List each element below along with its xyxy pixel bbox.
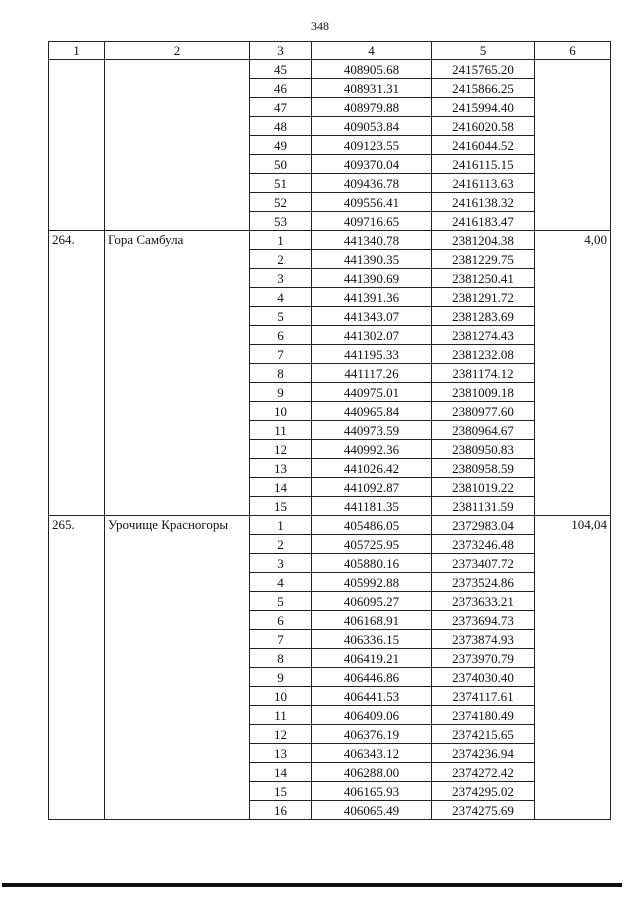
- coordinate-x: 406336.15: [312, 630, 432, 649]
- coordinate-y: 2372983.04: [432, 516, 535, 535]
- point-number: 45: [250, 60, 312, 79]
- coordinate-x: 440965.84: [312, 402, 432, 421]
- header-col-4: 4: [312, 42, 432, 60]
- point-number: 16: [250, 801, 312, 820]
- coordinate-x: 406065.49: [312, 801, 432, 820]
- point-number: 49: [250, 136, 312, 155]
- point-number: 47: [250, 98, 312, 117]
- coordinate-x: 441026.42: [312, 459, 432, 478]
- object-area: [535, 60, 611, 231]
- coordinate-y: 2416020.58: [432, 117, 535, 136]
- point-number: 9: [250, 668, 312, 687]
- point-number: 4: [250, 573, 312, 592]
- coordinate-y: 2374180.49: [432, 706, 535, 725]
- coordinate-x: 409123.55: [312, 136, 432, 155]
- point-number: 51: [250, 174, 312, 193]
- object-area: 104,04: [535, 516, 611, 820]
- coordinate-y: 2381019.22: [432, 478, 535, 497]
- coordinate-y: 2373874.93: [432, 630, 535, 649]
- point-number: 8: [250, 364, 312, 383]
- object-area: 4,00: [535, 231, 611, 516]
- point-number: 53: [250, 212, 312, 231]
- point-number: 52: [250, 193, 312, 212]
- point-number: 12: [250, 440, 312, 459]
- header-col-2: 2: [105, 42, 250, 60]
- point-number: 6: [250, 611, 312, 630]
- point-number: 10: [250, 402, 312, 421]
- point-number: 1: [250, 516, 312, 535]
- coordinate-x: 406376.19: [312, 725, 432, 744]
- coordinate-x: 441340.78: [312, 231, 432, 250]
- point-number: 11: [250, 706, 312, 725]
- object-number: [49, 60, 105, 231]
- point-number: 5: [250, 592, 312, 611]
- object-name: Гора Самбула: [105, 231, 250, 516]
- object-name: [105, 60, 250, 231]
- coordinate-y: 2374236.94: [432, 744, 535, 763]
- coordinate-x: 409370.04: [312, 155, 432, 174]
- point-number: 15: [250, 782, 312, 801]
- table-header: [49, 42, 611, 60]
- coordinate-y: 2381009.18: [432, 383, 535, 402]
- coordinate-y: 2381250.41: [432, 269, 535, 288]
- coordinate-y: 2374272.42: [432, 763, 535, 782]
- object-number: 264.: [49, 231, 105, 516]
- coordinate-x: 408979.88: [312, 98, 432, 117]
- point-number: 14: [250, 763, 312, 782]
- coordinate-y: 2373633.21: [432, 592, 535, 611]
- table-row: [49, 516, 611, 535]
- coordinate-y: 2380964.67: [432, 421, 535, 440]
- point-number: 7: [250, 630, 312, 649]
- coordinate-y: 2416113.63: [432, 174, 535, 193]
- table-row: [49, 60, 611, 79]
- coordinate-y: 2381291.72: [432, 288, 535, 307]
- coordinate-x: 406409.06: [312, 706, 432, 725]
- table-row: [49, 231, 611, 250]
- coordinate-x: 441117.26: [312, 364, 432, 383]
- coordinate-x: 440975.01: [312, 383, 432, 402]
- coordinate-x: 406343.12: [312, 744, 432, 763]
- point-number: 9: [250, 383, 312, 402]
- coordinate-x: 441181.35: [312, 497, 432, 516]
- coordinate-y: 2381274.43: [432, 326, 535, 345]
- point-number: 4: [250, 288, 312, 307]
- object-name: Урочище Красногоры: [105, 516, 250, 820]
- coordinate-x: 409556.41: [312, 193, 432, 212]
- coordinate-x: 440992.36: [312, 440, 432, 459]
- coordinate-x: 409436.78: [312, 174, 432, 193]
- point-number: 2: [250, 250, 312, 269]
- point-number: 8: [250, 649, 312, 668]
- coordinate-x: 441391.36: [312, 288, 432, 307]
- coordinates-table: [48, 41, 611, 820]
- point-number: 12: [250, 725, 312, 744]
- coordinate-x: 405486.05: [312, 516, 432, 535]
- table-body: [49, 60, 611, 820]
- coordinate-y: 2380977.60: [432, 402, 535, 421]
- point-number: 6: [250, 326, 312, 345]
- coordinate-y: 2374295.02: [432, 782, 535, 801]
- coordinate-y: 2373407.72: [432, 554, 535, 573]
- point-number: 50: [250, 155, 312, 174]
- coordinate-y: 2373524.86: [432, 573, 535, 592]
- coordinate-x: 409053.84: [312, 117, 432, 136]
- coordinate-x: 408931.31: [312, 79, 432, 98]
- point-number: 13: [250, 744, 312, 763]
- header-row: [49, 42, 611, 60]
- coordinate-y: 2373246.48: [432, 535, 535, 554]
- coordinate-x: 409716.65: [312, 212, 432, 231]
- coordinate-y: 2415866.25: [432, 79, 535, 98]
- point-number: 46: [250, 79, 312, 98]
- coordinate-x: 441302.07: [312, 326, 432, 345]
- point-number: 7: [250, 345, 312, 364]
- point-number: 3: [250, 269, 312, 288]
- coordinate-y: 2381229.75: [432, 250, 535, 269]
- coordinate-y: 2374030.40: [432, 668, 535, 687]
- page-number: 348: [311, 19, 329, 33]
- point-number: 2: [250, 535, 312, 554]
- header-col-3: 3: [250, 42, 312, 60]
- coordinate-y: 2373694.73: [432, 611, 535, 630]
- header-col-5: 5: [432, 42, 535, 60]
- coordinate-x: 441390.69: [312, 269, 432, 288]
- point-number: 1: [250, 231, 312, 250]
- point-number: 3: [250, 554, 312, 573]
- coordinate-x: 406419.21: [312, 649, 432, 668]
- coordinate-x: 441092.87: [312, 478, 432, 497]
- coordinate-y: 2415765.20: [432, 60, 535, 79]
- coordinate-y: 2374117.61: [432, 687, 535, 706]
- coordinate-x: 405992.88: [312, 573, 432, 592]
- coordinate-y: 2415994.40: [432, 98, 535, 117]
- coordinate-x: 440973.59: [312, 421, 432, 440]
- coordinate-y: 2374215.65: [432, 725, 535, 744]
- header-col-1: 1: [49, 42, 105, 60]
- coordinate-y: 2374275.69: [432, 801, 535, 820]
- coordinate-y: 2380950.83: [432, 440, 535, 459]
- coordinate-y: 2416115.15: [432, 155, 535, 174]
- coordinate-x: 441195.33: [312, 345, 432, 364]
- coordinate-y: 2381204.38: [432, 231, 535, 250]
- coordinate-x: 406095.27: [312, 592, 432, 611]
- coordinate-y: 2416044.52: [432, 136, 535, 155]
- coordinate-x: 406165.93: [312, 782, 432, 801]
- point-number: 48: [250, 117, 312, 136]
- coordinate-y: 2416138.32: [432, 193, 535, 212]
- coordinate-x: 405880.16: [312, 554, 432, 573]
- bottom-divider: [2, 883, 622, 887]
- point-number: 11: [250, 421, 312, 440]
- coordinate-x: 408905.68: [312, 60, 432, 79]
- coordinate-y: 2381131.59: [432, 497, 535, 516]
- coordinate-x: 441390.35: [312, 250, 432, 269]
- coordinate-x: 406441.53: [312, 687, 432, 706]
- coordinate-x: 441343.07: [312, 307, 432, 326]
- coordinate-x: 406446.86: [312, 668, 432, 687]
- coordinate-x: 406168.91: [312, 611, 432, 630]
- point-number: 14: [250, 478, 312, 497]
- coordinate-y: 2381283.69: [432, 307, 535, 326]
- object-number: 265.: [49, 516, 105, 820]
- header-col-6: 6: [535, 42, 611, 60]
- coordinate-y: 2373970.79: [432, 649, 535, 668]
- coordinate-x: 406288.00: [312, 763, 432, 782]
- coordinate-x: 405725.95: [312, 535, 432, 554]
- coordinate-y: 2381232.08: [432, 345, 535, 364]
- point-number: 10: [250, 687, 312, 706]
- point-number: 5: [250, 307, 312, 326]
- coordinate-y: 2381174.12: [432, 364, 535, 383]
- coordinate-y: 2380958.59: [432, 459, 535, 478]
- coordinate-y: 2416183.47: [432, 212, 535, 231]
- point-number: 15: [250, 497, 312, 516]
- point-number: 13: [250, 459, 312, 478]
